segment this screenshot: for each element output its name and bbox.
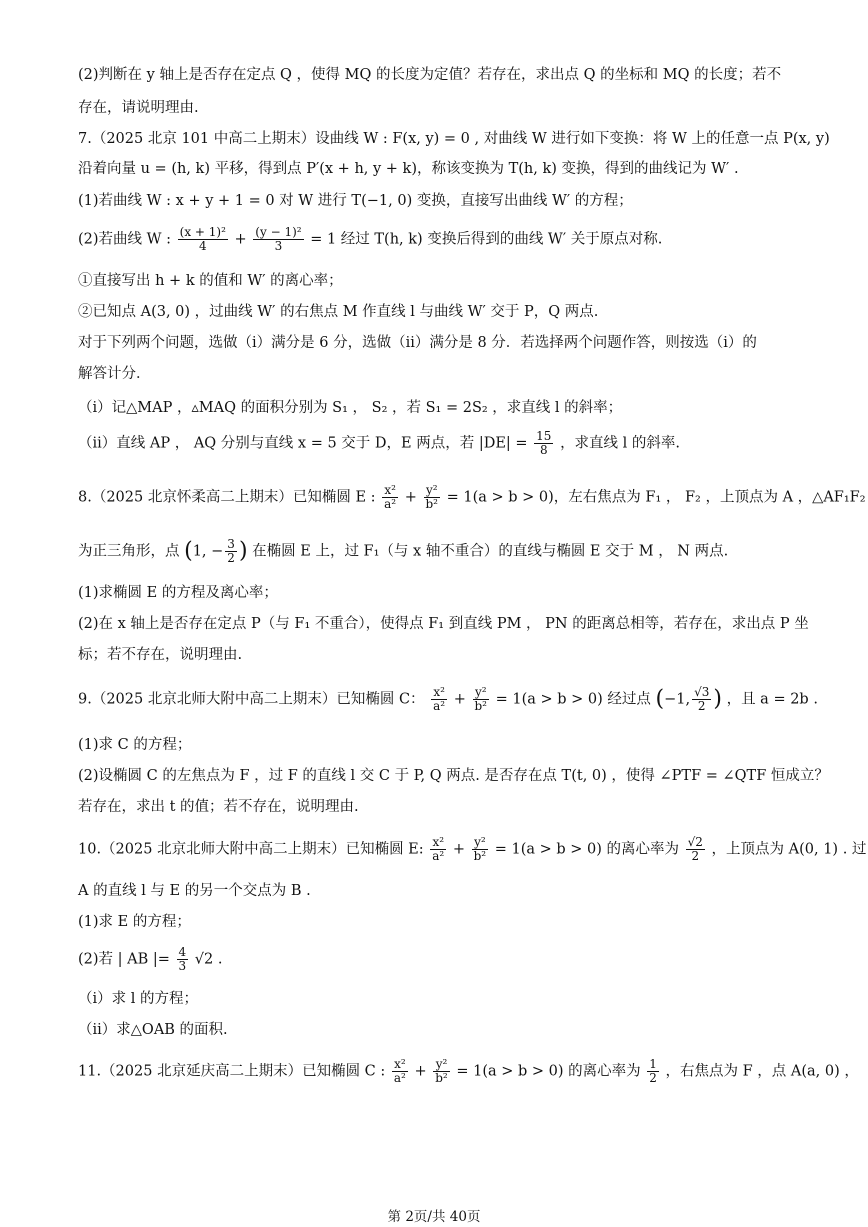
denominator: b² xyxy=(473,849,487,863)
text-line: (1)若曲线 W : x + y + 1 = 0 对 W 进行 T(−1, 0) 变换，直接写出曲线 W′ 的方程； xyxy=(78,193,633,209)
text-span: (2)若曲线 W : xyxy=(78,231,172,248)
denominator: 2 xyxy=(649,1071,657,1085)
text-line: (2)设椭圆 C 的左焦点为 F ，过 F 的直线 l 交 C 于 P, Q 两点. 是否存在点 T(t, 0) ，使得 ∠PTF = ∠QTF 恒成立？ xyxy=(78,768,829,784)
denominator: a² xyxy=(432,849,445,863)
numerator: 1 xyxy=(649,1057,657,1071)
problem-10-heading xyxy=(78,835,867,863)
text-line: (1)求 E 的方程； xyxy=(78,914,191,930)
text-line: （ii）求△OAB 的面积. xyxy=(78,1022,228,1038)
text-span: 8.（2025 北京怀柔高二上期末）已知椭圆 E : xyxy=(78,489,376,506)
text-span: ，上顶点为 A(0, 1) . 过 xyxy=(711,841,867,858)
denominator: 4 xyxy=(198,239,207,253)
numerator: 15 xyxy=(536,429,552,443)
text-span: = 1(a > b > 0) 经过点 xyxy=(495,691,651,708)
text-line: （i）记△MAP ，▵MAQ 的面积分别为 S₁ ， S₂ ，若 S₁ = 2S₂ ，求直线 l 的斜率； xyxy=(78,400,623,416)
fraction xyxy=(253,226,303,253)
numerator: x² xyxy=(392,1058,408,1072)
plus-sign: + xyxy=(452,841,465,858)
text-span: = 1(a > b > 0) 的离心率为 xyxy=(494,841,680,858)
text-span: = 1(a > b > 0) 的离心率为 xyxy=(456,1063,641,1080)
denominator: a² xyxy=(433,699,446,713)
numerator: √2 xyxy=(687,835,703,849)
fraction xyxy=(392,1058,408,1085)
fraction xyxy=(647,1058,659,1085)
numerator: √3 xyxy=(694,685,710,699)
text-span: 9.（2025 北京北师大附中高二上期末）已知椭圆 C： xyxy=(78,691,425,708)
page-footer: 第 2页/共 40页 xyxy=(387,1209,481,1225)
text-line: ②已知点 A(3, 0) ，过曲线 W′ 的右焦点 M 作直线 l 与曲线 W′ 交于 P，Q 两点. xyxy=(78,304,599,320)
denominator: a² xyxy=(393,1071,406,1085)
text-line: (2)在 x 轴上是否存在定点 P（与 F₁ 不重合），使得点 F₁ 到直线 PM ， PN 的距离总相等，若存在，求出点 P 坐 xyxy=(78,616,809,632)
fraction xyxy=(534,430,553,457)
fraction xyxy=(430,836,446,863)
text-line: 解答计分． xyxy=(78,366,151,382)
problem-8-heading xyxy=(78,483,866,511)
numerator: y² xyxy=(472,836,489,850)
text-span: 1, − xyxy=(192,543,224,560)
problem-9-heading xyxy=(78,685,818,713)
denominator: 2 xyxy=(691,849,700,863)
fraction xyxy=(178,226,228,253)
numerator: (x + 1)² xyxy=(179,225,226,239)
problem-7-heading: 7.（2025 北京 101 中高二上期末）设曲线 W : F(x, y) = 0 , 对曲线 W 进行如下变换：将 W 上的任意一点 P(x, y) xyxy=(78,131,830,147)
text-line: 存在，请说明理由. xyxy=(78,100,199,116)
text-line-with-point xyxy=(78,538,798,565)
numerator: 3 xyxy=(227,537,235,551)
text-line: 标；若不存在，说明理由. xyxy=(78,647,243,663)
numerator: x² xyxy=(431,686,447,700)
fraction xyxy=(692,686,711,713)
text-span: = 1 经过 T(h, k) 变换后得到的曲线 W′ 关于原点对称. xyxy=(310,231,663,248)
fraction xyxy=(472,836,489,863)
numerator: y² xyxy=(473,686,490,700)
plus-sign: + xyxy=(414,1063,427,1080)
text-span: −1, xyxy=(664,691,691,708)
denominator: 2 xyxy=(697,699,706,713)
text-line-with-fraction xyxy=(78,430,798,457)
fraction xyxy=(431,686,447,713)
plus-sign: + xyxy=(234,231,247,248)
text-line: (1)求 C 的方程； xyxy=(78,737,192,753)
text-span: 11.（2025 北京延庆高二上期末）已知椭圆 C : xyxy=(78,1063,386,1080)
plus-sign: + xyxy=(453,691,466,708)
left-paren: ( xyxy=(184,538,193,564)
text-span: ，且 a = 2b . xyxy=(726,691,818,708)
right-paren: ) xyxy=(238,538,248,564)
right-paren: ) xyxy=(713,686,722,712)
text-span: （ii）直线 AP ， AQ 分别与直线 x = 5 交于 D，E 两点，若 |DE| = xyxy=(78,435,528,452)
fraction xyxy=(433,1058,450,1085)
text-span: = 1(a > b > 0)，左右焦点为 F₁ ， F₂ ，上顶点为 A ，△AF₁F₂ xyxy=(446,489,866,506)
fraction xyxy=(473,686,490,713)
denominator: a² xyxy=(384,497,397,511)
text-line: ①直接写出 h + k 的值和 W′ 的离心率； xyxy=(78,273,343,289)
text-line: A 的直线 l 与 E 的另一个交点为 B . xyxy=(78,883,311,899)
denominator: 3 xyxy=(178,959,187,973)
text-line-with-fraction xyxy=(78,946,798,973)
plus-sign: + xyxy=(404,489,417,506)
numerator: (y − 1)² xyxy=(255,225,302,239)
denominator: b² xyxy=(425,497,438,511)
text-span: ，求直线 l 的斜率. xyxy=(560,435,681,452)
fraction xyxy=(686,836,705,863)
denominator: b² xyxy=(474,699,487,713)
left-paren: ( xyxy=(655,686,665,712)
text-line: （i）求 l 的方程； xyxy=(78,991,198,1007)
denominator: b² xyxy=(435,1071,448,1085)
text-line-with-fraction xyxy=(78,226,798,253)
text-span: 为正三角形，点 xyxy=(78,543,180,560)
problem-11-heading xyxy=(78,1057,859,1085)
denominator: 3 xyxy=(274,239,283,253)
text-line: 沿着向量 u = (h, k) 平移，得到点 P′(x + h, y + k)，称该变换为 T(h, k) 变换，得到的曲线记为 W′ . xyxy=(78,161,739,177)
numerator: y² xyxy=(433,1058,450,1072)
fraction xyxy=(382,484,398,511)
fraction xyxy=(424,484,441,511)
text-line: 对于下列两个问题，选做（i）满分是 6 分，选做（ii）满分是 8 分．若选择两个问题作答，则按选（i）的 xyxy=(78,335,757,351)
text-line: (2)判断在 y 轴上是否存在定点 Q ，使得 MQ 的长度为定值？若存在，求出点 Q 的坐标和 MQ 的长度；若不 xyxy=(78,67,782,83)
text-span: ，右焦点为 F ，点 A(a, 0) ， xyxy=(665,1063,859,1080)
numerator: x² xyxy=(430,836,446,850)
text-line: (1)求椭圆 E 的方程及离心率； xyxy=(78,585,278,601)
denominator: 8 xyxy=(539,443,548,457)
fraction xyxy=(225,538,237,565)
text-span: 在椭圆 E 上，过 F₁（与 x 轴不重合）的直线与椭圆 E 交于 M ， N 两点. xyxy=(252,543,729,560)
text-line: 若存在，求出 t 的值；若不存在，说明理由. xyxy=(78,799,359,815)
numerator: y² xyxy=(424,484,441,498)
fraction xyxy=(177,946,189,973)
numerator: x² xyxy=(382,484,398,498)
text-span: 10.（2025 北京北师大附中高二上期末）已知椭圆 E: xyxy=(78,841,424,858)
text-span: (2)若 | AB |= xyxy=(78,951,170,968)
text-span: √2 . xyxy=(194,951,223,968)
numerator: 4 xyxy=(178,945,187,959)
denominator: 2 xyxy=(227,551,235,565)
